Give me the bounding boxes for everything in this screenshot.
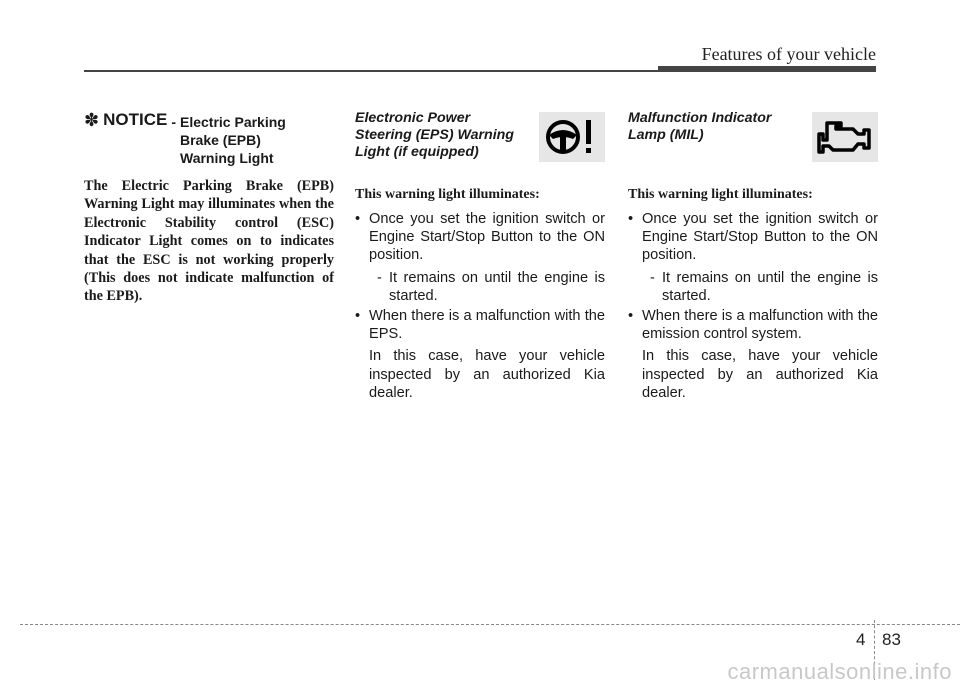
notice-title-lines: [180, 113, 286, 167]
mil-subnote: - It remains on until the engine is started.: [650, 269, 878, 304]
mil-intro: This warning light illuminates:: [628, 187, 813, 202]
notice-dash: -: [171, 114, 176, 130]
eps-section: [355, 110, 605, 404]
eps-title-line-3: Light (if equipped): [355, 144, 479, 160]
watermark: carmanualsonline.info: [727, 659, 952, 684]
page-header-title: Features of your vehicle: [701, 44, 876, 64]
mil-bullet-2: When there is a malfunction with the emission control system.: [642, 308, 878, 343]
eps-bullet-2: When there is a malfunction with the EPS.: [369, 308, 605, 343]
eps-subnote: - It remains on until the engine is started.: [377, 269, 605, 304]
eps-title-line-2: Steering (EPS) Warning: [355, 127, 514, 143]
eps-intro: This warning light illuminates:: [355, 187, 540, 202]
mil-sub-1: It remains on until the engine is started.: [662, 269, 878, 304]
list-item: • Once you set the ignition switch or Engine Start/Stop Button to the ON position. - It remains on until the engine is started.: [355, 211, 605, 304]
header-rule-accent: [658, 66, 876, 72]
engine-check-icon: [812, 112, 878, 162]
list-item: • When there is a malfunction with the EPS. In this case, have your vehicle inspected by an authorized Kia dealer.: [355, 308, 605, 401]
mil-title-line-2: Lamp (MIL): [628, 127, 704, 143]
footer-rule: [20, 624, 960, 626]
notice-title-line-3: Warning Light: [180, 150, 274, 166]
mil-paragraph: In this case, have your vehicle inspected by an authorized Kia dealer.: [642, 348, 878, 401]
notice-title-line-2: Brake (EPB): [180, 132, 261, 148]
mil-bullet-1: Once you set the ignition switch or Engine Start/Stop Button to the ON position.: [642, 211, 878, 264]
mil-heading: [628, 110, 878, 166]
notice-word: NOTICE: [103, 110, 168, 129]
eps-bullet-1: Once you set the ignition switch or Engine Start/Stop Button to the ON position.: [369, 211, 605, 264]
notice-box: [84, 110, 334, 306]
eps-paragraph: In this case, have your vehicle inspected by an authorized Kia dealer.: [369, 348, 605, 401]
eps-sub-1: It remains on until the engine is started.: [389, 269, 605, 304]
list-item: • When there is a malfunction with the emission control system. In this case, have your vehicle inspected by an authorized Kia dealer.: [628, 308, 878, 401]
notice-subtitle: [167, 110, 286, 167]
list-item: • Once you set the ignition switch or Engine Start/Stop Button to the ON position. - It remains on until the engine is started.: [628, 211, 878, 304]
eps-title: [355, 110, 535, 161]
eps-heading: [355, 110, 605, 166]
notice-heading: [84, 110, 334, 167]
notice-body: The Electric Parking Brake (EPB) Warning Light may illuminates when the Electronic Stability control (ESC) Indicator Light comes on to indicates that the ESC is not working properly (This does not indicate malfunction of the EPB).: [84, 178, 334, 305]
mil-section: [628, 110, 878, 404]
chapter-number: 4: [856, 630, 866, 649]
mil-bullet-list: [628, 210, 878, 402]
page-number: 83: [882, 630, 901, 649]
eps-bullet-list: [355, 210, 605, 402]
notice-title-line-1: Electric Parking: [180, 114, 286, 130]
steering-warning-icon: [539, 112, 605, 162]
mil-title: [628, 110, 808, 144]
mil-title-line-1: Malfunction Indicator: [628, 110, 772, 126]
notice-column: [84, 110, 334, 306]
eps-title-line-1: Electronic Power: [355, 110, 471, 126]
notice-mark: ✽: [84, 110, 100, 130]
